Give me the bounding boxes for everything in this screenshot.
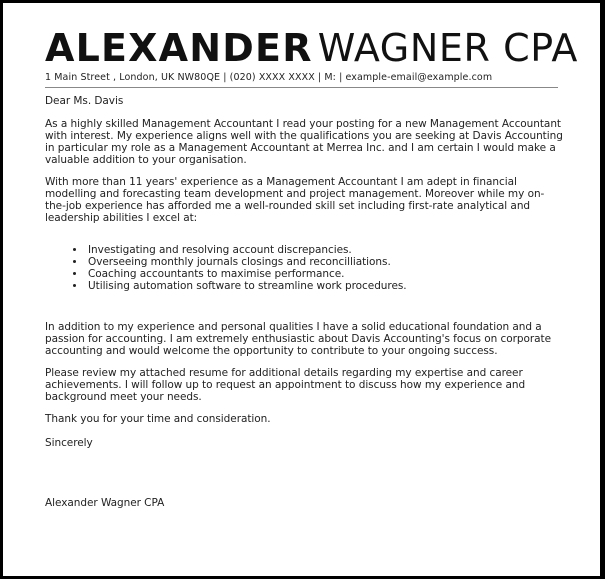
letterhead-name: [45, 26, 578, 70]
list-item: • Utilising automation software to streamline work procedures.: [86, 280, 565, 292]
first-name: ALEXANDER: [45, 26, 313, 70]
last-name: WAGNER CPA: [317, 26, 578, 70]
paragraph-intro: As a highly skilled Management Accountant I read your posting for a new Management Accountant with interest. My experience aligns well with the qualifications you are seeking at Davis Accounting in particular my role as a Management Accountant at Merrea Inc. and I am certain I would make a valuable addition to your organisation.: [45, 118, 563, 166]
letter-page: [3, 3, 600, 576]
signoff: Sincerely: [45, 437, 93, 449]
skills-list: [45, 244, 565, 292]
paragraph-followup: Please review my attached resume for additional details regarding my expertise and career achievements. I will follow up to request an appointment to discuss how my experience and background meet your needs.: [45, 367, 526, 403]
paragraph-experience: With more than 11 years' experience as a Management Accountant I am adept in financial modelling and forecasting team development and project management. Moreover while my on-the-job experience has afforded me a well-rounded skill set including first-rate analytical and leadership abilities I excel at:: [45, 176, 545, 224]
list-item: • Coaching accountants to maximise performance.: [86, 268, 565, 280]
paragraph-education: In addition to my experience and personal qualities I have a solid educational foundation and a passion for accounting. I am extremely enthusiastic about Davis Accounting's focus on corporate accounting and would welcome the opportunity to contribute to your ongoing success.: [45, 321, 551, 357]
list-item: • Overseeing monthly journals closings and reconcilliations.: [86, 256, 565, 268]
thank-you-line: Thank you for your time and consideration.: [45, 413, 271, 425]
header-divider: [45, 87, 558, 88]
list-item: • Investigating and resolving account discrepancies.: [86, 244, 565, 256]
salutation: Dear Ms. Davis: [45, 95, 124, 107]
letter-body: [45, 95, 565, 509]
contact-details: 1 Main Street , London, UK NW80QE | (020) XXXX XXXX | M: | example-email@example.com: [45, 72, 493, 83]
signature-name: Alexander Wagner CPA: [45, 497, 165, 509]
